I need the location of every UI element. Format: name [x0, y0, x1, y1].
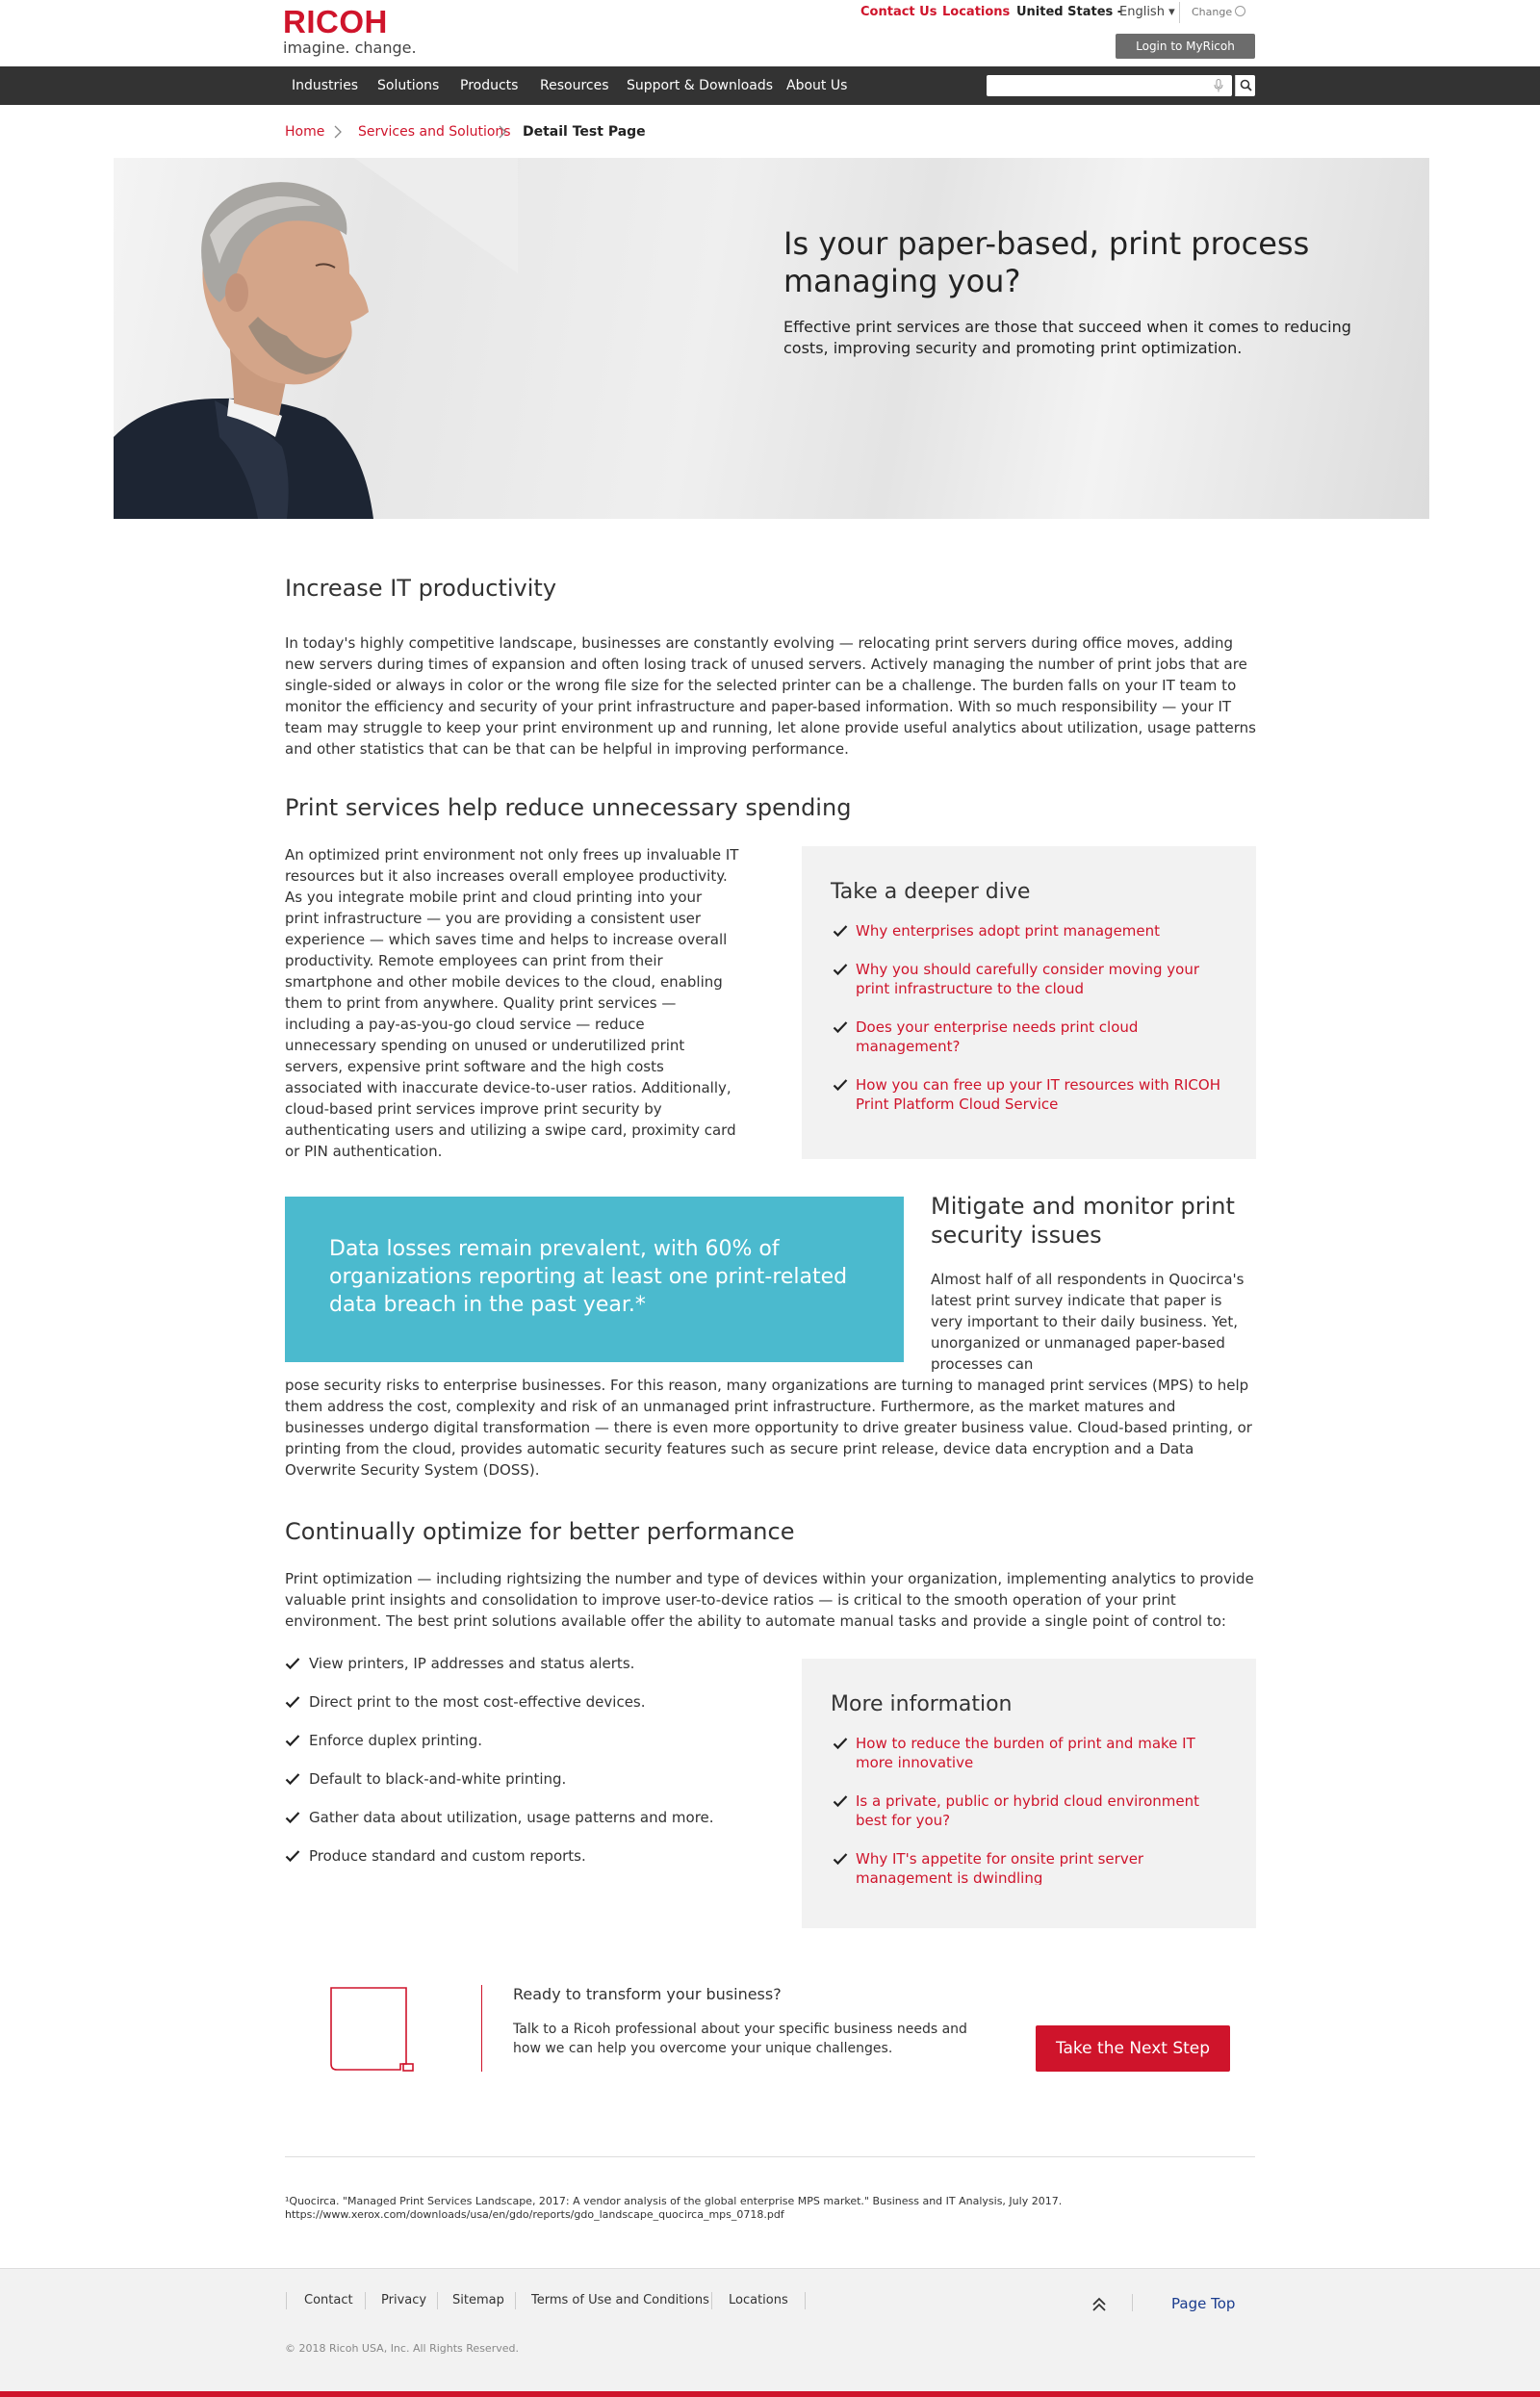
nav-item-resources[interactable]: Resources	[540, 78, 609, 93]
site-footer	[0, 2268, 1540, 2391]
checkmark-icon	[285, 1734, 300, 1747]
more-info-link-2[interactable]: Is a private, public or hybrid cloud environment best for you?	[856, 1792, 1199, 1829]
copyright: © 2018 Ricoh USA, Inc. All Rights Reserved.	[285, 2342, 519, 2355]
cta-text: Talk to a Ricoh professional about your specific business needs and how we can help you overcome your unique challenges.	[513, 2022, 967, 2056]
bullet-item: Enforce duplex printing.	[309, 1732, 483, 1749]
checkmark-icon	[833, 1852, 848, 1866]
contact-us-link[interactable]: Contact Us	[860, 5, 937, 19]
login-myricoh-button[interactable]: Login to MyRicoh	[1116, 34, 1255, 59]
hero-title: Is your paper-based, print process managing you?	[783, 225, 1310, 299]
footer-link-sitemap[interactable]: Sitemap	[452, 2293, 504, 2307]
main-nav	[0, 66, 1540, 105]
checkmark-icon	[285, 1811, 300, 1824]
data-loss-callout	[285, 1197, 904, 1362]
take-next-step-button[interactable]: Take the Next Step	[1036, 2025, 1230, 2072]
callout-text: Data losses remain prevalent, with 60% of organizations reporting at least one print-related data breach in the past year.*	[329, 1237, 848, 1317]
nav-item-support-downloads[interactable]: Support & Downloads	[627, 78, 774, 93]
nav-item-about-us[interactable]: About Us	[786, 78, 848, 93]
footer-divider	[805, 2292, 806, 2309]
footnote	[285, 2195, 1255, 2222]
country-label: United States -	[1016, 5, 1123, 19]
bullet-item: Gather data about utilization, usage patterns and more.	[309, 1809, 714, 1826]
hero-text: Effective print services are those that succeed when it comes to reducing costs, improving security and promoting print optimization.	[783, 318, 1351, 357]
section-body-security-top: Almost half of all respondents in Quocirca's latest print survey indicate that paper is very important to their daily business. Yet, unorganized or unmanaged paper-based processes can	[931, 1271, 1245, 1373]
deeper-dive-box	[802, 846, 1256, 1159]
section-title-it-productivity: Increase IT productivity	[285, 575, 557, 602]
microphone-icon[interactable]	[1214, 79, 1223, 92]
checkmark-icon	[285, 1695, 300, 1709]
page-top-link[interactable]: Page Top	[1171, 2295, 1236, 2312]
section-body-it-productivity: In today's highly competitive landscape, businesses are constantly evolving — relocating print servers during office moves, adding new servers during times of expansion and often losing track of unused servers. Actively managing the number of print jobs that are single-sided or always in color or the wrong file size for the selected printer can be a challenge. The burden falls on your IT team to monitor the efficiency and security of your print infrastructure and paper-based information. With so much responsibility — your IT team may struggle to keep your print environment up and running, let alone provide useful analytics about utilization, usage patterns and other statistics that can be that can be helpful in improving performance.	[285, 634, 1256, 758]
footer-divider	[515, 2292, 516, 2309]
bullet-item: Produce standard and custom reports.	[309, 1847, 586, 1865]
checkmark-icon	[285, 1772, 300, 1786]
section-title-optimize: Continually optimize for better performance	[285, 1518, 795, 1545]
ricoh-logo[interactable]	[283, 6, 417, 57]
deeper-dive-link-3[interactable]: Does your enterprise needs print cloud management?	[856, 1018, 1139, 1055]
section-title-security: Mitigate and monitor print security issues	[931, 1193, 1235, 1249]
double-chevron-up-icon[interactable]	[1091, 2295, 1108, 2312]
section-title-reduce-spending: Print services help reduce unnecessary spending	[285, 794, 852, 821]
footer-divider	[365, 2292, 366, 2309]
utility-divider	[1179, 2, 1180, 23]
footer-link-contact[interactable]: Contact	[304, 2293, 353, 2307]
deeper-dive-link-1[interactable]: Why enterprises adopt print management	[856, 922, 1161, 940]
checkmark-icon	[285, 1657, 300, 1670]
language-selector[interactable]: English ▾	[1119, 5, 1175, 19]
checkmark-icon	[833, 963, 848, 976]
chevron-right-icon	[334, 125, 342, 139]
footer-link-terms[interactable]: Terms of Use and Conditions	[531, 2293, 709, 2307]
bottom-accent-bar	[0, 2391, 1540, 2397]
cta-divider	[481, 1985, 482, 2072]
breadcrumb-services[interactable]: Services and Solutions	[358, 124, 511, 140]
change-region-link[interactable]	[1192, 4, 1245, 21]
more-information-title: More information	[831, 1692, 1013, 1716]
bullet-item: View printers, IP addresses and status alerts.	[309, 1655, 635, 1672]
footer-link-privacy[interactable]: Privacy	[381, 2293, 427, 2307]
change-label: Change	[1192, 6, 1233, 18]
bullet-item: Direct print to the most cost-effective devices.	[309, 1693, 646, 1711]
section-body-optimize: Print optimization — including rightsizing the number and type of devices within your organization, implementing analytics to provide valuable print insights and consolidation to improve user-to-device ratios — is critical to the smooth operation of your print environment. The best print solutions available offer the ability to automate manual tasks and provide a single point of control to:	[285, 1570, 1254, 1630]
footer-divider	[711, 2292, 712, 2309]
search-input[interactable]	[987, 75, 1232, 96]
site-header	[0, 0, 1540, 66]
nav-item-industries[interactable]: Industries	[292, 78, 359, 93]
hero-banner	[114, 158, 1429, 519]
search-icon	[1240, 79, 1252, 91]
deeper-dive-link-4[interactable]: How you can free up your IT resources with RICOH Print Platform Cloud Service	[856, 1076, 1220, 1113]
section-body-reduce-spending: An optimized print environment not only frees up invaluable IT resources but it also increases overall employee productivity. As you integrate mobile print and cloud printing into your print infrastructure — you are providing a consistent user experience — which saves time and helps to increase overall productivity. Remote employees can print from their smartphone and other mobile devices to the cloud, enabling them to print from anywhere. Quality print services — including a pay-as-you-go cloud service — reduce unnecessary spending on unused or underutilized print servers, expensive print software and the high costs associated with inaccurate device-to-user ratios. Additionally, cloud-based print services improve print security by authenticating users and utilizing a swipe card, proximity card or PIN authentication.	[285, 846, 739, 1160]
cta-title: Ready to transform your business?	[513, 1985, 782, 2003]
footer-link-locations[interactable]: Locations	[729, 2293, 788, 2307]
logo-wordmark: RICOH	[283, 4, 388, 39]
more-info-link-3[interactable]: Why IT's appetite for onsite print server management is dwindling	[856, 1850, 1144, 1885]
nav-item-products[interactable]: Products	[460, 78, 519, 93]
breadcrumb-home[interactable]: Home	[285, 124, 325, 140]
footnote-url[interactable]: https://www.xerox.com/downloads/usa/en/gdo/reports/gdo_landscape_quocirca_mps_0718.pdf	[285, 2208, 784, 2221]
checkmark-icon	[285, 1849, 300, 1863]
footer-divider	[286, 2292, 287, 2309]
globe-icon	[1235, 6, 1245, 16]
checkmark-icon	[833, 1737, 848, 1750]
nav-item-solutions[interactable]: Solutions	[377, 78, 440, 93]
checkmark-icon	[833, 1794, 848, 1808]
locations-link[interactable]: Locations	[942, 5, 1011, 19]
more-information-box	[802, 1659, 1256, 1928]
footer-divider	[1132, 2294, 1133, 2311]
chevron-right-icon	[499, 125, 506, 139]
checkmark-icon	[833, 1020, 848, 1034]
deeper-dive-title: Take a deeper dive	[831, 880, 1031, 904]
document-icon	[330, 1987, 415, 2072]
bullet-item: Default to black-and-white printing.	[309, 1770, 567, 1788]
section-body-security-bottom: pose security risks to enterprise businesses. For this reason, many organizations are turning to managed print services (MPS) to help them address the cost, complexity and risk of an unmanaged print infrastructure. Furthermore, as the market matures and businesses undergo digital transformation — there is even more opportunity to drive greater business value. Cloud-based printing, or printing from the cloud, provides automatic security features such as secure print release, device data encryption and a Data Overwrite Security System (DOSS).	[285, 1377, 1252, 1479]
breadcrumb-current: Detail Test Page	[523, 124, 646, 140]
checkmark-icon	[833, 1078, 848, 1092]
footnote-citation: ¹Quocirca. "Managed Print Services Landscape, 2017: A vendor analysis of the global enterprise MPS market." Business and IT Analysis, July 2017.	[285, 2195, 1063, 2207]
more-info-link-1[interactable]: How to reduce the burden of print and make IT more innovative	[856, 1735, 1195, 1771]
hero-portrait-image	[114, 158, 518, 519]
footnote-divider	[285, 2156, 1255, 2157]
footer-divider	[437, 2292, 438, 2309]
logo-tagline: imagine. change.	[283, 39, 417, 57]
search-button[interactable]	[1235, 75, 1255, 96]
deeper-dive-link-2[interactable]: Why you should carefully consider moving your print infrastructure to the cloud	[856, 961, 1200, 997]
checkmark-icon	[833, 924, 848, 938]
